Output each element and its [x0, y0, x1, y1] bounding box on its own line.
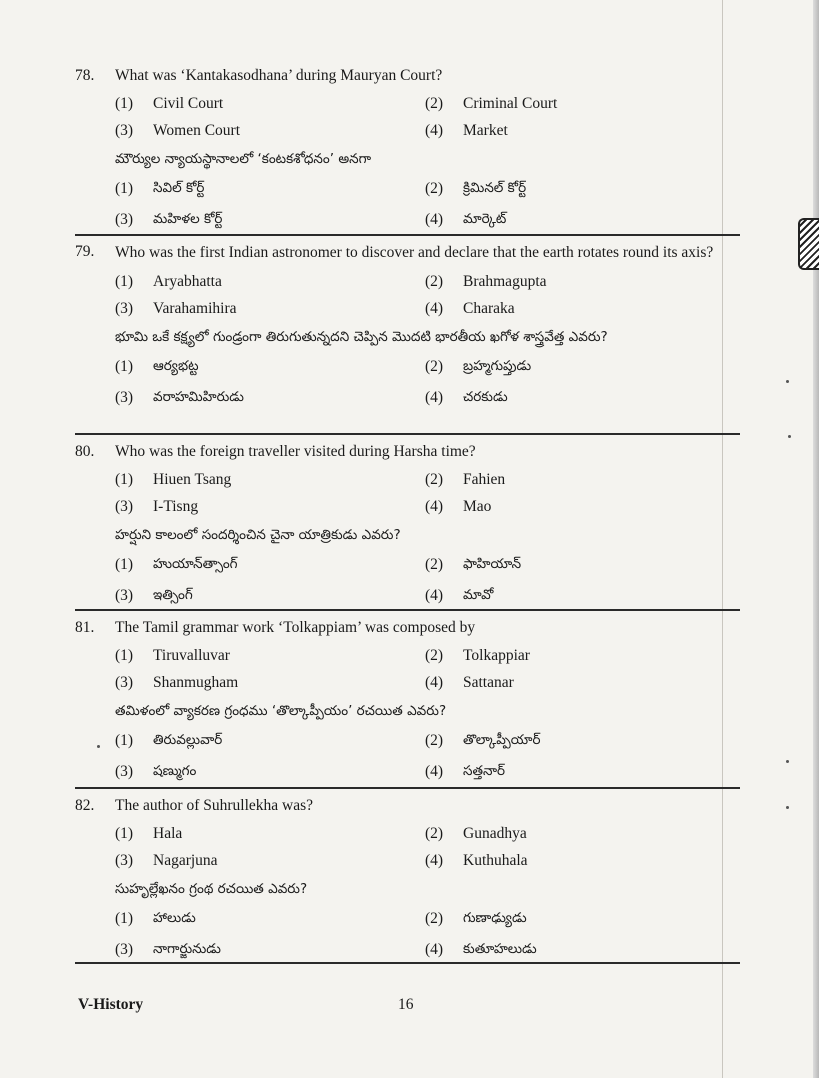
option-2-telugu: (2) గుణాఢ్యుడు: [425, 910, 527, 927]
question-text: Who was the foreign traveller visited during Harsha time?: [115, 443, 476, 460]
option-1-telugu: (1) ఆర్యభట్ట: [115, 358, 199, 375]
question-text-telugu: మౌర్యుల న్యాయస్థానాలలో ‘కంటకశోధనం’ అనగా: [115, 151, 372, 167]
option-4: (4) Mao: [425, 497, 492, 515]
option-2-telugu: (2) తొల్కాప్పీయార్: [425, 732, 541, 749]
option-4-telugu: (4) చరకుడు: [425, 389, 508, 406]
option-1: (1) Tiruvalluvar: [115, 646, 230, 664]
question-text: The author of Suhrullekha was?: [115, 797, 313, 814]
question-79: [75, 242, 740, 414]
speck: [786, 760, 789, 763]
footer-subject: V-History: [78, 996, 144, 1013]
option-3-telugu: (3) నాగార్జునుడు: [115, 941, 221, 958]
speck: [786, 806, 789, 809]
option-1-telugu: (1) హాలుడు: [115, 910, 196, 927]
option-2-telugu: (2) క్రిమినల్ కోర్ట్: [425, 180, 527, 197]
question-number: 81.: [75, 619, 95, 636]
option-1: (1) Hiuen Tsang: [115, 470, 232, 488]
option-3: (3) Varahamihira: [115, 299, 237, 317]
question-divider: [75, 787, 740, 789]
option-1-telugu: (1) తిరువల్లువార్: [115, 732, 223, 749]
question-78: [75, 66, 740, 236]
question-82: [75, 796, 740, 966]
option-4: (4) Sattanar: [425, 673, 514, 691]
speck: [788, 435, 791, 438]
question-text: Who was the first Indian astronomer to discover and declare that the earth rotates round its axis?: [115, 244, 714, 261]
option-4-telugu: (4) మావో: [425, 587, 494, 604]
option-3: (3) Nagarjuna: [115, 851, 218, 869]
option-4-telugu: (4) సత్తనార్: [425, 763, 506, 780]
option-1: (1) Hala: [115, 824, 183, 842]
page-number: 16: [398, 996, 414, 1013]
option-2: (2) Fahien: [425, 470, 506, 488]
option-1-telugu: (1) సివిల్ కోర్ట్: [115, 180, 205, 197]
question-81: [75, 618, 740, 788]
option-4: (4) Kuthuhala: [425, 851, 528, 869]
option-3-telugu: (3) వరాహమిహిరుడు: [115, 389, 244, 406]
question-number: 79.: [75, 243, 95, 260]
option-2: (2) Tolkappiar: [425, 646, 530, 664]
option-1-telugu: (1) హుయాన్‌త్సాంగ్: [115, 556, 238, 573]
question-text: The Tamil grammar work ‘Tolkappiam’ was composed by: [115, 619, 476, 636]
question-number: 78.: [75, 67, 95, 84]
option-4: (4) Market: [425, 121, 508, 139]
option-3: (3) Women Court: [115, 121, 241, 139]
question-divider: [75, 234, 740, 236]
option-2: (2) Criminal Court: [425, 94, 558, 112]
option-2: (2) Gunadhya: [425, 824, 527, 842]
option-1: (1) Civil Court: [115, 94, 224, 112]
option-3-telugu: (3) మహిళల కోర్ట్: [115, 211, 223, 228]
question-number: 82.: [75, 797, 95, 814]
option-2-telugu: (2) బ్రహ్మగుప్తుడు: [425, 358, 532, 375]
option-4-telugu: (4) మార్కెట్: [425, 211, 507, 228]
option-3: (3) I-Tisng: [115, 497, 199, 515]
question-divider: [75, 962, 740, 964]
option-2-telugu: (2) ఫాహియాన్: [425, 556, 522, 573]
option-4: (4) Charaka: [425, 299, 515, 317]
speck: [786, 380, 789, 383]
option-3-telugu: (3) ఇత్సింగ్: [115, 587, 193, 604]
option-3: (3) Shanmugham: [115, 673, 239, 691]
question-divider: [75, 609, 740, 611]
option-1: (1) Aryabhatta: [115, 272, 222, 290]
question-text: What was ‘Kantakasodhana’ during Mauryan Court?: [115, 67, 443, 84]
question-text-telugu: భూమి ఒకే కక్ష్యలో గుండ్రంగా తిరుగుతున్నదని చెప్పిన మొదటి భారతీయ ఖగోళ శాస్త్రవేత్త ఎవరు?: [115, 329, 608, 345]
question-80: [75, 442, 740, 612]
question-number: 80.: [75, 443, 95, 460]
page-edge: [813, 0, 819, 1078]
question-text-telugu: సుహృల్లేఖనం గ్రంథ రచయిత ఎవరు?: [115, 881, 308, 897]
option-2: (2) Brahmagupta: [425, 272, 547, 290]
side-tab-marker: [798, 218, 819, 270]
question-divider: [75, 433, 740, 435]
option-3-telugu: (3) షణ్ముగం: [115, 763, 197, 780]
option-4-telugu: (4) కుతూహలుడు: [425, 941, 537, 958]
question-text-telugu: హర్షుని కాలంలో సందర్శించిన చైనా యాత్రికుడు ఎవరు?: [115, 527, 401, 543]
question-text-telugu: తమిళంలో వ్యాకరణ గ్రంధము ‘తొల్కాప్పీయం’ రచయిత ఎవరు?: [115, 703, 447, 719]
